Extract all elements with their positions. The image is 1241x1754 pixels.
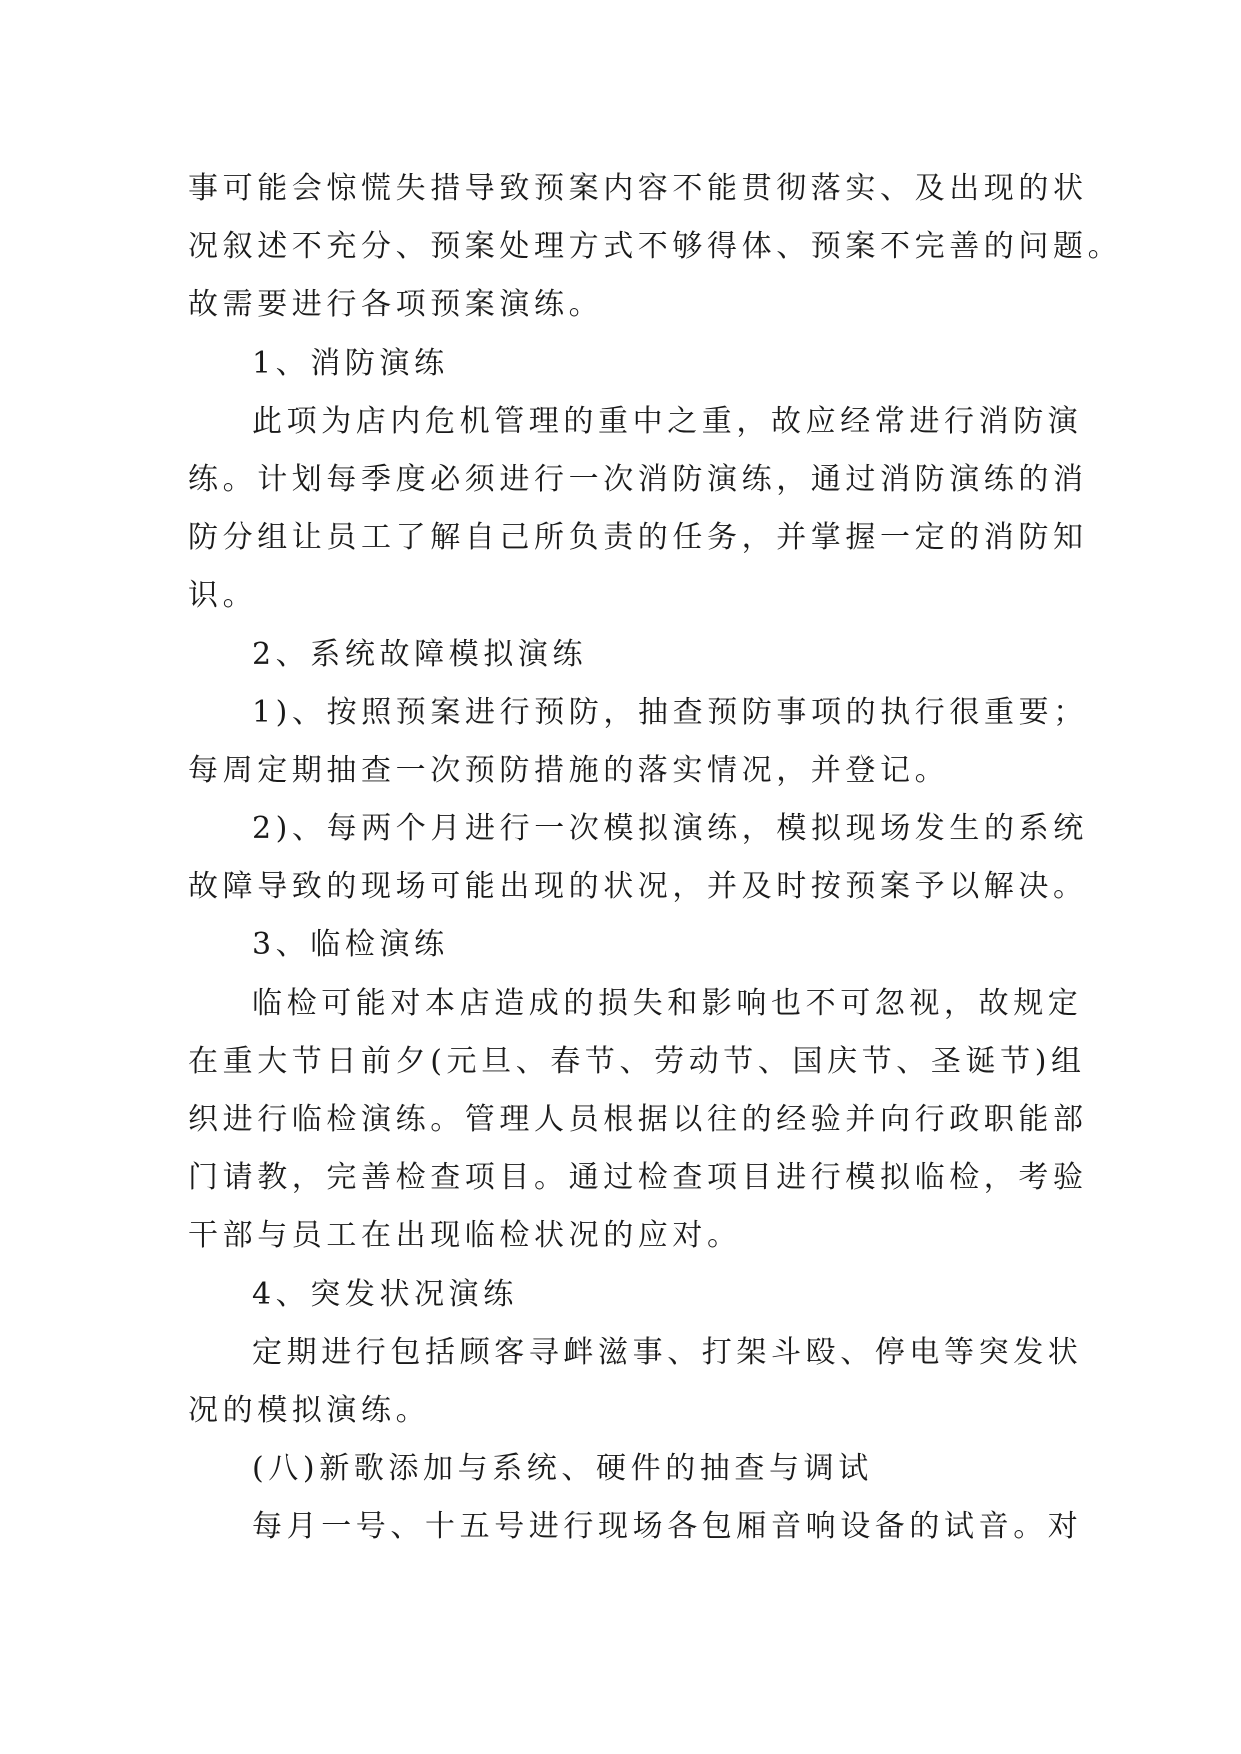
text-line: 干部与员工在出现临检状况的应对。 [188,1218,742,1254]
body-text [188,160,1123,1557]
text-line: 3、临检演练 [252,927,449,963]
text-line: 1、消防演练 [252,345,449,381]
text-line: 每周定期抽查一次预防措施的落实情况，并登记。 [188,752,950,788]
text-line: 门请教，完善检查项目。通过检查项目进行模拟临检，考验 [188,1160,1088,1196]
text-line: 1)、按照预案进行预防，抽查预防事项的执行很重要； [252,694,1088,730]
text-line: 2、系统故障模拟演练 [252,636,588,672]
text-line: 4、突发状况演练 [252,1276,518,1312]
text-line: 2)、每两个月进行一次模拟演练，模拟现场发生的系统 [252,811,1088,847]
text-line: 此项为店内危机管理的重中之重，故应经常进行消防演 [252,403,1083,439]
text-line: 在重大节日前夕(元旦、春节、劳动节、国庆节、圣诞节)组 [188,1043,1086,1079]
text-line: 防分组让员工了解自己所负责的任务，并掌握一定的消防知 [188,520,1088,556]
text-line: (八)新歌添加与系统、硬件的抽查与调试 [252,1451,873,1487]
text-line: 每月一号、十五号进行现场各包厢音响设备的试音。对 [252,1509,1083,1545]
text-line: 故需要进行各项预案演练。 [188,287,604,323]
text-line: 况叙述不充分、预案处理方式不够得体、预案不完善的问题。 [188,229,1123,265]
text-line: 定期进行包括顾客寻衅滋事、打架斗殴、停电等突发状 [252,1334,1083,1370]
text-line: 织进行临检演练。管理人员根据以往的经验并向行政职能部 [188,1102,1088,1137]
text-line: 故障导致的现场可能出现的状况，并及时按预案予以解决。 [188,869,1088,905]
text-line: 练。计划每季度必须进行一次消防演练，通过消防演练的消 [188,461,1088,497]
text-line: 识。 [188,578,258,614]
text-line: 况的模拟演练。 [188,1392,431,1428]
text-line: 临检可能对本店造成的损失和影响也不可忽视，故规定 [252,985,1083,1021]
text-line: 事可能会惊慌失措导致预案内容不能贯彻落实、及出现的状 [188,171,1088,206]
